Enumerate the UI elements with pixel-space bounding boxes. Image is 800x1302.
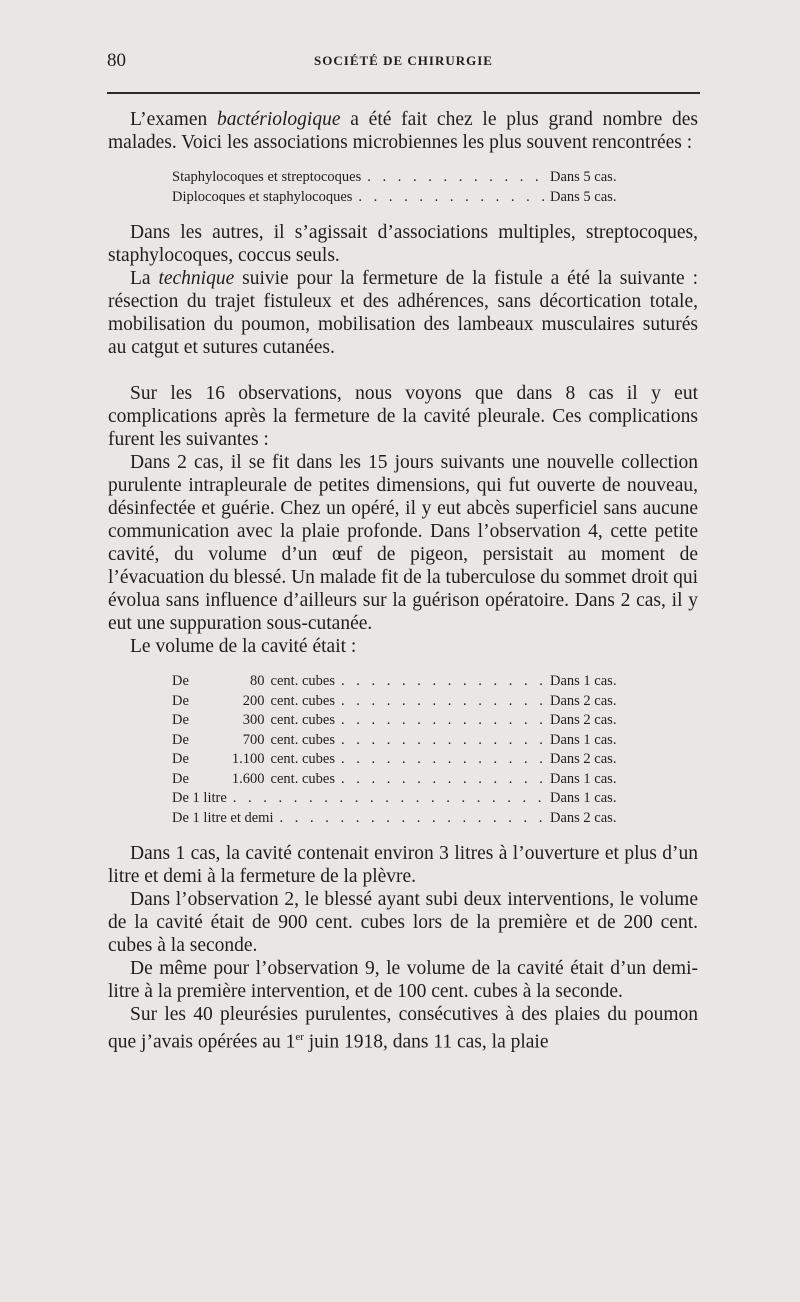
row-prefix: De bbox=[172, 751, 193, 767]
table-row bbox=[172, 692, 638, 712]
text-span: a été fait chez le plus grand nombre des malades. Voici les associations microbiennes les plus souvent rencontrées : bbox=[108, 109, 698, 153]
leader-dots bbox=[233, 789, 544, 809]
leader-dots bbox=[341, 711, 544, 731]
row-value: Dans 2 cas. bbox=[550, 692, 617, 709]
leader-dots bbox=[341, 692, 544, 712]
superscript: er bbox=[295, 1031, 304, 1043]
header-rule bbox=[107, 92, 700, 94]
running-title: SOCIÉTÉ DE CHIRURGIE bbox=[314, 53, 493, 68]
row-unit: cent. cubes bbox=[270, 770, 335, 787]
row-qty: 200 bbox=[242, 692, 265, 709]
row-unit: cent. cubes bbox=[270, 692, 335, 709]
row-unit: cent. cubes bbox=[270, 712, 335, 728]
row-prefix: De bbox=[172, 692, 193, 709]
paragraph-10 bbox=[108, 1003, 698, 1054]
row-value: Dans 5 cas. bbox=[550, 169, 617, 185]
table-row bbox=[172, 711, 638, 731]
paragraph-5: Dans 2 cas, il se fit dans les 15 jours suivants une nouvelle collection purulente intrapleurale de petites dimensions, qui fut ouverte de nouveau, désinfectée et guérie. Chez un opéré, il y eut abcès superficiel sans aucune communication avec la plaie profonde. Dans l’observation 4, cette petite cavité, du volume d’un œuf de pigeon, persistait au moment de l’évacuation du blessé. Un malade fit de la tuberculose du sommet droit qui évolua sans influence d’ailleurs sur la guérison opératoire. Dans 2 cas, il y eut une suppuration sous-cutanée. bbox=[108, 452, 698, 634]
row-value: Dans 2 cas. bbox=[550, 712, 617, 728]
row-label bbox=[172, 750, 335, 770]
row-prefix: De bbox=[172, 790, 193, 806]
row-prefix: De bbox=[172, 809, 193, 826]
text-span: La bbox=[130, 268, 159, 289]
paragraph-4: Sur les 16 observations, nous voyons que dans 8 cas il y eut complications après la fermeture de la cavité pleurale. Ces complications furent les suivantes : bbox=[108, 383, 698, 450]
text-span: Sur les 40 pleurésies purulentes, consécutives à des plaies du poumon que j’avais opérées au 1 bbox=[108, 1004, 698, 1053]
row-value: Dans 2 cas. bbox=[550, 809, 617, 826]
italic-term: bactériologique bbox=[217, 109, 341, 130]
table-row bbox=[172, 672, 638, 692]
table-row bbox=[172, 809, 638, 829]
row-value: Dans 2 cas. bbox=[550, 751, 617, 767]
row-prefix: De bbox=[172, 731, 193, 748]
row-unit: cent. cubes bbox=[270, 673, 335, 689]
row-value: Dans 1 cas. bbox=[550, 673, 617, 689]
leader-dots bbox=[279, 809, 544, 829]
table-row bbox=[172, 789, 638, 809]
row-label bbox=[172, 711, 335, 731]
row-value: Dans 1 cas. bbox=[550, 731, 617, 748]
row-label bbox=[172, 731, 335, 751]
leader-dots bbox=[367, 168, 544, 188]
leader-dots bbox=[358, 188, 544, 208]
leader-dots bbox=[341, 770, 544, 790]
body-text bbox=[108, 108, 698, 1054]
row-qty: 700 bbox=[242, 731, 265, 748]
paragraph-6: Le volume de la cavité était : bbox=[130, 636, 357, 657]
row-unit: cent. cubes bbox=[270, 731, 335, 748]
associations-table bbox=[172, 168, 638, 207]
row-unit: cent. cubes bbox=[270, 751, 335, 767]
row-label bbox=[172, 770, 335, 790]
row-label: Diplocoques et staphylocoques bbox=[172, 188, 353, 205]
row-prefix: De bbox=[172, 770, 193, 787]
table-row bbox=[172, 168, 638, 188]
table-row bbox=[172, 731, 638, 751]
paragraph-9: De même pour l’observation 9, le volume de la cavité était d’un demi-litre à la première intervention, et de 100 cent. cubes à la seconde. bbox=[108, 958, 698, 1002]
row-value: Dans 1 cas. bbox=[550, 770, 617, 787]
row-prefix: De bbox=[172, 673, 193, 689]
paragraph-8: Dans l’observation 2, le blessé ayant subi deux interventions, le volume de la cavité était de 900 cent. cubes lors de la première et de 200 cent. cubes à la seconde. bbox=[108, 889, 698, 956]
italic-term: technique bbox=[158, 268, 235, 289]
table-row bbox=[172, 750, 638, 770]
paragraph-3 bbox=[108, 267, 698, 359]
paragraph-1 bbox=[108, 108, 698, 154]
row-label bbox=[172, 692, 335, 712]
row-value: Dans 1 cas. bbox=[550, 790, 617, 806]
paragraph-2: Dans les autres, il s’agissait d’associations multiples, streptocoques, staphylocoques, coccus seuls. bbox=[108, 222, 698, 266]
row-label bbox=[172, 672, 335, 692]
text-span: juin 1918, dans 11 cas, la plaie bbox=[303, 1031, 549, 1053]
row-qty: 1 litre bbox=[192, 790, 227, 806]
row-qty: 80 bbox=[250, 673, 265, 689]
row-label: Staphylocoques et streptocoques bbox=[172, 169, 362, 185]
text-span: suivie pour la fermeture de la fistule a été la suivante : résection du trajet fistuleux et des adhérences, sans décortication totale, mobilisation du poumon, mobilisation des lambeaux musculaires suturés au catgut et sutures cutanées. bbox=[108, 268, 698, 358]
leader-dots bbox=[341, 672, 544, 692]
volumes-table bbox=[172, 672, 638, 828]
row-prefix: De bbox=[172, 712, 193, 728]
page-header bbox=[107, 50, 700, 72]
leader-dots bbox=[341, 750, 544, 770]
row-qty: 1 litre et demi bbox=[192, 809, 274, 826]
text-span: L’examen bbox=[130, 109, 218, 130]
row-label bbox=[172, 809, 273, 829]
row-value: Dans 5 cas. bbox=[550, 188, 617, 205]
row-qty: 1.600 bbox=[231, 770, 265, 787]
page-number: 80 bbox=[107, 50, 126, 71]
leader-dots bbox=[341, 731, 544, 751]
row-qty: 300 bbox=[242, 712, 265, 728]
row-label bbox=[172, 789, 227, 809]
row-qty: 1.100 bbox=[231, 751, 265, 767]
table-row bbox=[172, 770, 638, 790]
paragraph-7: Dans 1 cas, la cavité contenait environ 3 litres à l’ouverture et plus d’un litre et demi à la fermeture de la plèvre. bbox=[108, 843, 698, 887]
table-row bbox=[172, 188, 638, 208]
